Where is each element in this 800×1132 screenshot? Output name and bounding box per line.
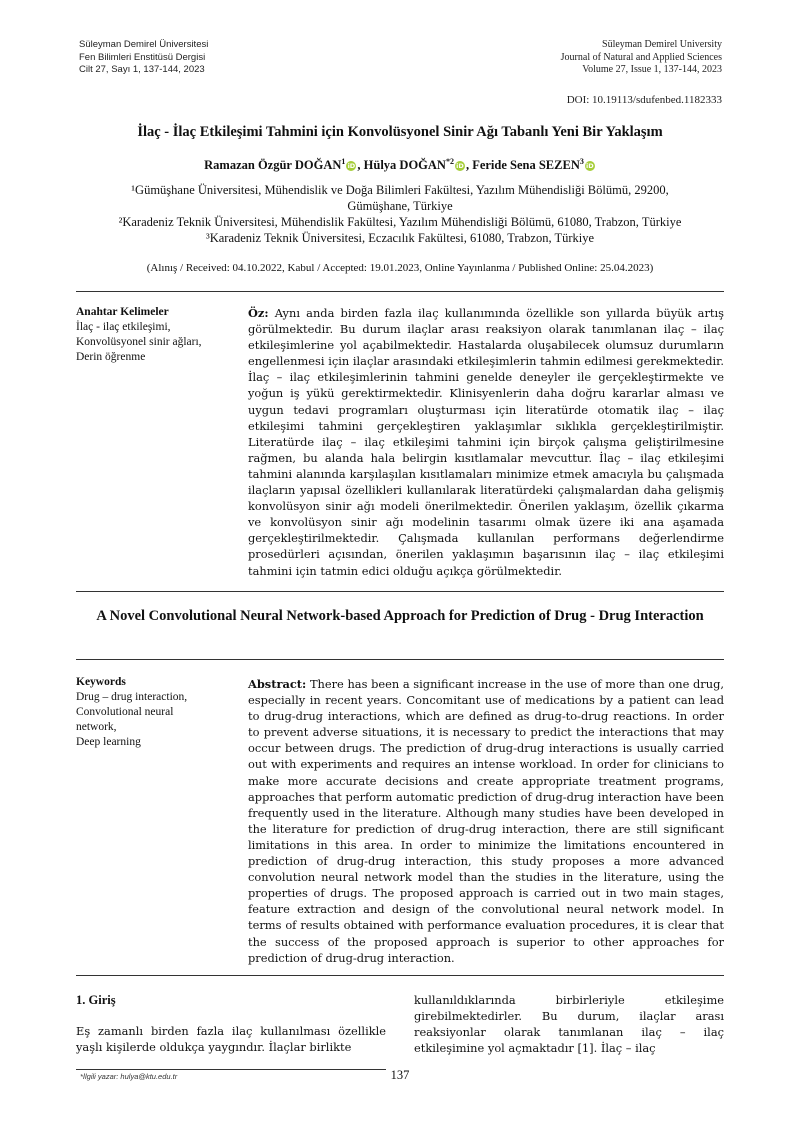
keyword: Konvolüsyonel sinir ağları, [76,336,202,348]
header-line: Fen Bilimleri Enstitüsü Dergisi [79,51,206,63]
orcid-icon[interactable]: iD [456,162,464,171]
corresponding-author-footnote: *İlgili yazar: hulya@ktu.edu.tr [80,1072,178,1081]
keyword: Convolutional neural [76,706,174,718]
keyword: Drug – drug interaction, [76,691,188,703]
affiliation-line: ¹Gümüşhane Üniversitesi, Mühendislik ve Doğa Bilimleri Fakültesi, Yazılım Mühendisliği Bölümü, 29200, [131,183,669,197]
orcid-icon[interactable]: iD [586,162,594,171]
author-name: Hülya DOĞAN [363,158,446,173]
author-mark: *2 [445,157,454,166]
author-list: Ramazan Özgür DOĞAN$^1$iD , Hülya DOĞAN$^{*2}$iD , Feride Sena SEZEN$^3$iD [204,157,594,173]
abstract-label: Öz: [248,306,269,320]
paper-title-tr: İlaç - İlaç Etkileşimi Tahmini için Konvolüsyonel Sinir Ağı Tabanlı Yeni Bir Yaklaşım [137,124,663,140]
header-line: Süleyman Demirel Üniversitesi [79,39,209,50]
header-line: Cilt 27, Sayı 1, 137-144, 2023 [79,64,205,75]
abstract-body: Aynı anda birden fazla ilaç kullanımında özellikle son yıllarda büyük artış görülmektedir. Bu durum ilaçlar arası reaksiyon olarak tanımlanan ilaç – ilaç etkileşimlerine yol açabilmektedir. Hastalarda oluşabilecek olumsuz durumların engellenmesi için ilaçlar arasındaki etkileşimlerin tahmin edilmesi gerekmektedir. İlaç – ilaç etkileşimlerinin tahmini genelde deneyler ile gerçekleştirmekte ve yoğun iş yükü gerektirmektedir. Klinisyenlerin daha doğru kararlar alması ve uygun tedavi programları oluşturması için literatürde otomatik ilaç – ilaç etkileşimi tahmini gerçekleştiren yaklaşımlar sıklıkla gerçekleştirilmiştir. Literatürde ilaç – ilaç etkileşimi tahmini için birçok çalışma geliştirilmesine rağmen, bu alanda hala belirgin kısıtlamalar mevcuttur. İlaç – ilaç etkileşimi tahmini alanında karşılaşılan kısıtlamaları minimize etmek amacıyla bu çalışmada ilaçların yapısal özellikleri kullanılarak literatürdeki çalışmalardan daha gelişmiş konvolüsyon sinir ağı modeli önerilmektedir. Önerilen yaklaşım, özellik çıkarma ve konvolüsyon sinir ağı modelinin tasarımı olmak üzere iki ana aşamada gerçekleştirilmektedir. Çalışmada kullanılan performans değerlendirme prosedürleri açısından, önerilen yaklaşımın başarısının ilaç – ilaç etkileşimi tahmini için tatmin edici olduğu açıkça görülmektedir. [248,306,724,578]
affiliation-line: ²Karadeniz Teknik Üniversitesi, Mühendislik Fakültesi, Yazılım Mühendisliği Bölümü, 61080, Trabzon, Türkiye [118,215,682,229]
keywords-list-en [76,690,241,750]
paper-title-en: A Novel Convolutional Neural Network-based Approach for Prediction of Drug - Drug Interaction [96,608,704,624]
intro-column-right: kullanıldıklarında birbirleriyle etkileşime girebilmektedirler. Bu durum, ilaçlar arası reaksiyonlar olarak tanımlanan ilaç – ilaç etkileşimine yol açmaktadır [1]. İlaç – ilaç [414,993,724,1056]
journal-header-tr [79,39,208,77]
section-divider [76,659,724,660]
journal-header-en [561,39,722,77]
author-name: Ramazan Özgür DOĞAN [204,158,342,173]
doi-link[interactable]: DOI: 10.19113/sdufenbed.1182333 [566,94,722,106]
author-mark: 1 [341,157,346,166]
keywords-list-tr [76,320,241,365]
abstract-tr [248,305,724,579]
intro-column-left: Eş zamanlı birden fazla ilaç kullanılması özellikle yaşlı kişilerde oldukça yaygındır. İlaçlar birlikte [76,1024,386,1055]
affiliation-line: ³Karadeniz Teknik Üniversitesi, Eczacılık Fakültesi, 61080, Trabzon, Türkiye [205,231,595,245]
section-divider [76,975,724,976]
keywords-heading-en: Keywords [76,676,126,688]
abstract-label: Abstract: [248,677,307,691]
header-line: Süleyman Demirel University [602,39,722,50]
section-heading-intro: 1. Giriş [76,993,116,1007]
section-divider [76,291,724,292]
keyword: Deep learning [76,736,141,748]
publication-dates: (Alınış / Received: 04.10.2022, Kabul / Accepted: 19.01.2023, Online Yayınlanma / Published Online: 25.04.2023) [146,262,654,274]
orcid-icon[interactable]: iD [347,162,356,171]
section-divider [76,591,724,592]
header-line: Volume 27, Issue 1, 137-144, 2023 [582,64,722,75]
keyword: network, [76,721,117,733]
header-line: Journal of Natural and Applied Sciences [560,51,722,63]
abstract-en [248,676,724,966]
abstract-body: There has been a significant increase in the use of more than one drug, especially in recent years. Concomitant use of medications by a patient can lead to drug-drug interactions, which are defined as drug-to-drug reactions. In order to prevent adverse situations, it is necessary to predict the interactions that may occur between drugs. The prediction of drug-drug interactions is usually carried out with experiments and requires an intense workload. In order for clinicians to make more accurate decisions and create appropriate treatment programs, approaches that perform automatic prediction of drug-drug interaction have been frequently used in the literature. Although many studies have been developed in the literature for prediction of drug-drug interaction, there are still significant limitations in this area. In order to minimize the limitations encountered in prediction of drug-drug interaction, this study proposes a more advanced convolution neural network model than the studies in the literature, using the properties of drugs. The proposed approach is carried out in two main stages, feature extraction and design of the convolutional neural network model. In terms of results obtained with performance evaluation procedures, it is clear that the success of the proposed approach is superior to other approaches for prediction of drug-drug interaction. [248,677,725,965]
affiliation-line: Gümüşhane, Türkiye [347,199,453,213]
page-number: 137 [390,1068,410,1082]
keywords-heading-tr: Anahtar Kelimeler [76,306,169,318]
author-mark: 3 [579,157,584,166]
keyword: İlaç - ilaç etkileşimi, [76,321,171,333]
author-name: Feride Sena SEZEN [472,158,580,173]
keyword: Derin öğrenme [76,351,146,363]
